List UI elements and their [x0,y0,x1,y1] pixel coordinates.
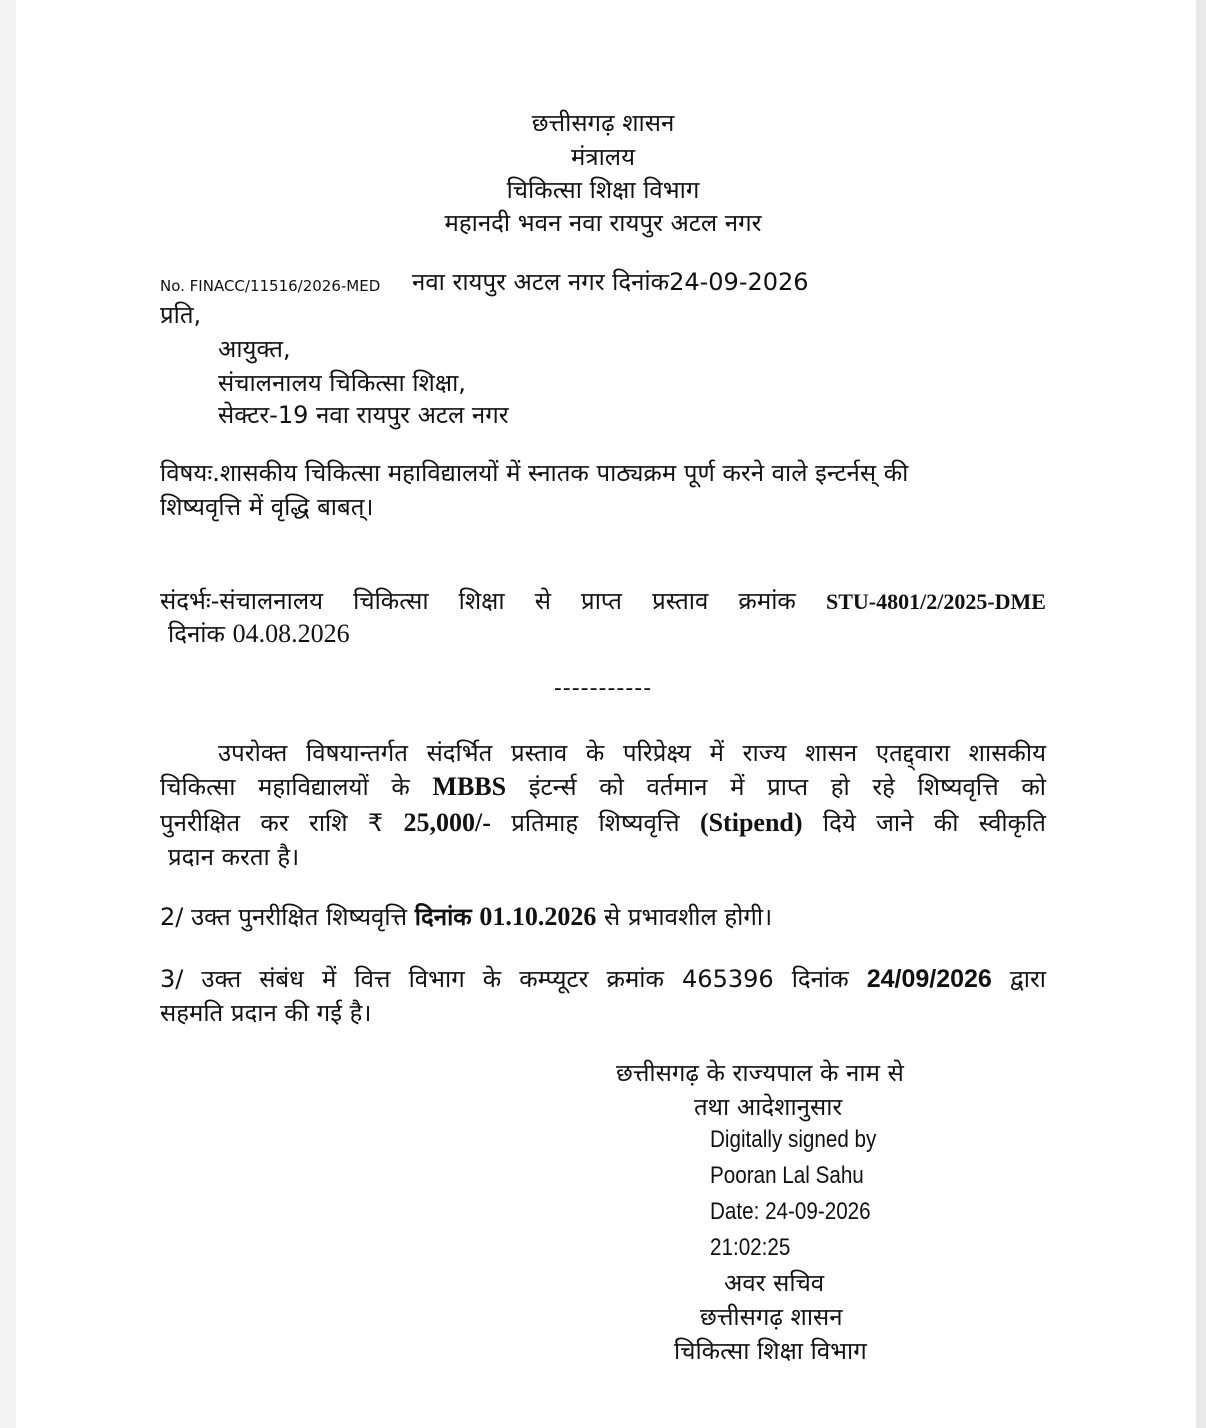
context-date [168,617,350,651]
digital-signature-date: Date: 24-09-2026 [710,1198,871,1225]
context-line-1 [160,584,1046,619]
separator: ----------- [553,676,653,701]
para1-line2-c: इंटर्न्स को वर्तमान में प्राप्त हो रहे शिष्यवृत्ति को [528,773,1046,801]
para1-line2-a: चिकित्सा महाविद्यालयों के [160,773,410,801]
para2 [160,900,772,934]
header-address: महानदी भवन नवा रायपुर अटल नगर [444,209,762,237]
para1-line3-e: दिये जाने की स्वीकृति [822,809,1046,837]
context-prefix: संदर्भः-संचालनालय चिकित्सा शिक्षा से प्राप्त प्रस्ताव क्रमांक [160,587,796,615]
para2-suffix: से प्रभावशील होगी। [604,903,773,931]
para1-line3-a: पुनरीक्षित कर राशि ₹ [160,809,384,837]
para1-stipend: (Stipend) [699,808,803,837]
recipient-address: सेक्टर-19 नवा रायपुर अटल नगर [218,401,509,429]
para3-line-2: सहमति प्रदान की गई है। [160,999,372,1027]
reference-number: No. FINACC/11516/2026-MED [160,277,381,295]
signatory-designation: अवर सचिव [724,1269,825,1297]
digital-signature-line-1: Digitally signed by [710,1126,877,1153]
recipient-office: संचालनालय चिकित्सा शिक्षा, [218,369,466,397]
para1-line3-c: प्रतिमाह शिष्यवृत्ति [511,809,680,837]
signature-governor-line: छत्तीसगढ़ के राज्यपाल के नाम से [616,1059,904,1087]
signatory-department: चिकित्सा शिक्षा विभाग [674,1337,867,1365]
para3-line-1 [160,962,1046,996]
context-proposal-number: STU-4801/2/2025-DME [825,589,1046,614]
para1-amount: 25,000/- [403,808,491,837]
para1-line-1: उपरोक्त विषयान्तर्गत संदर्भित प्रस्ताव के परिप्रेक्ष्य में राज्य शासन एतद्द्वारा शासकीय [218,739,1046,767]
context-date-label: दिनांक [168,620,225,648]
para1-line-3 [160,806,1046,840]
subject-line-2: शिष्यवृत्ति में वृद्धि बाबत्। [160,493,374,521]
para3-line1-c: द्वारा [1009,965,1046,993]
signatory-government: छत्तीसगढ़ शासन [700,1303,843,1331]
subject-line-1: विषयः.शासकीय चिकित्सा महाविद्यालयों में स्नातक पाठ्यक्रम पूर्ण करने वाले इन्टर्नस् की [160,459,909,487]
header-department: चिकित्सा शिक्षा विभाग [506,176,700,204]
header-government: छत्तीसगढ़ शासन [531,109,675,137]
para2-date-label: दिनांक [414,903,472,931]
para2-date-value: 01.10.2026 [479,902,597,931]
digital-signature-time: 21:02:25 [710,1234,791,1261]
header-ministry: मंत्रालय [570,143,635,171]
context-date-value: 04.08.2026 [232,619,350,648]
para2-prefix: 2/ उक्त पुनरीक्षित शिष्यवृत्ति [160,903,408,931]
para3-line1-a: 3/ उक्त संबंध में वित्त विभाग के कम्प्यूटर क्रमांक 465396 दिनांक [160,965,849,993]
para1-line-4: प्रदान करता है। [168,843,300,871]
recipient-to: प्रति, [160,301,202,329]
signature-order-line: तथा आदेशानुसार [694,1093,843,1121]
digital-signature-name: Pooran Lal Sahu [710,1162,864,1189]
para1-mbbs: MBBS [432,772,507,801]
para1-line-2 [160,770,1046,804]
reference-place-date: नवा रायपुर अटल नगर दिनांक24-09-2026 [412,268,809,296]
para3-date: 24/09/2026 [866,965,992,993]
recipient-title: आयुक्त, [218,335,291,363]
